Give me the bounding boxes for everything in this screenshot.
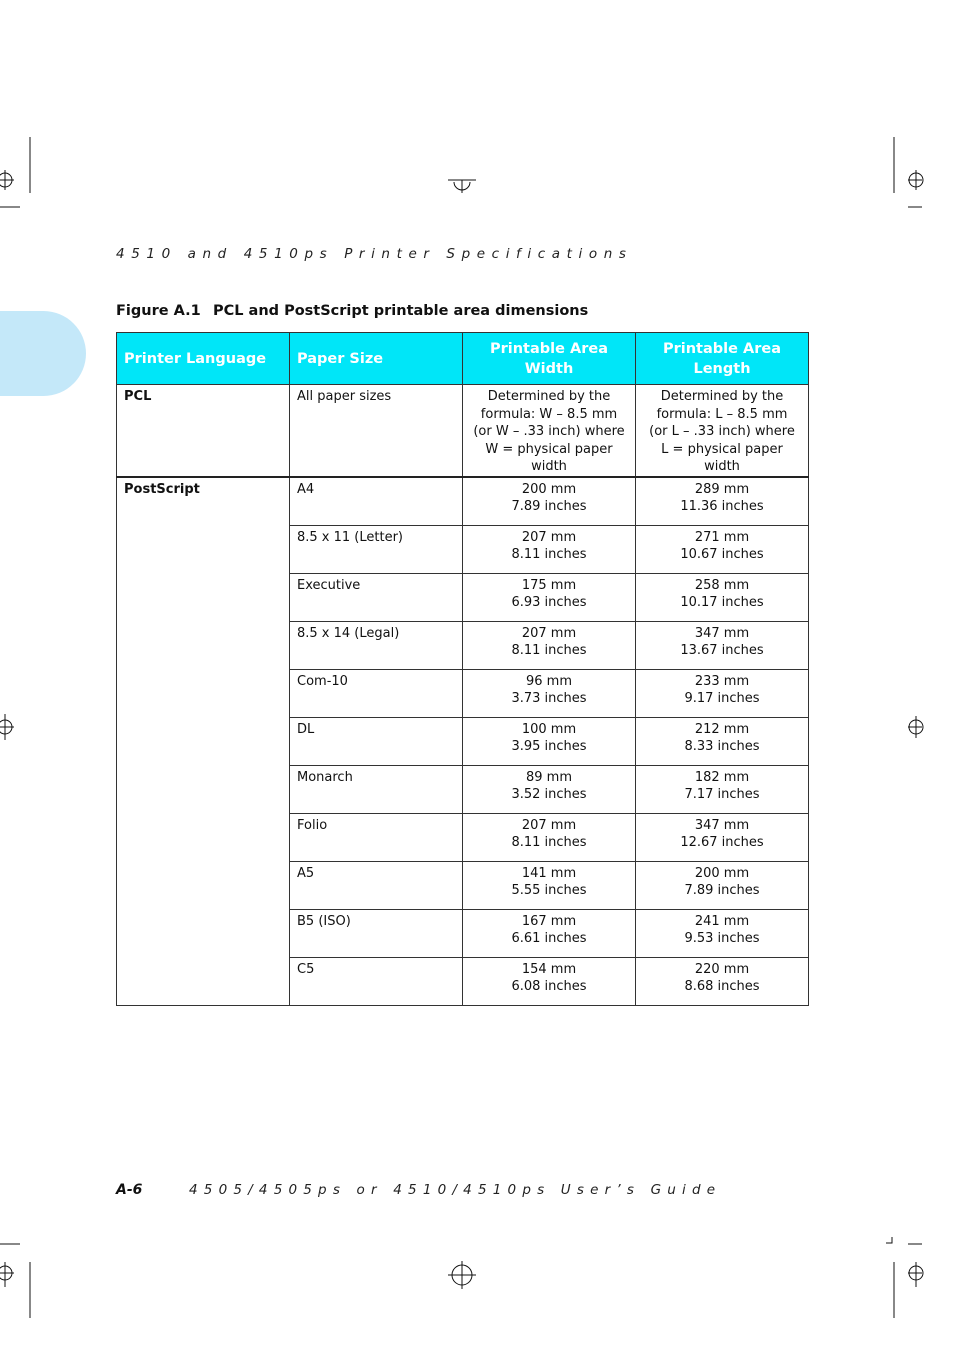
width-cell (463, 477, 636, 526)
width-line: (or W – .33 inch) where (473, 424, 625, 439)
width-inches: 8.11 inches (511, 835, 587, 850)
width-cell (463, 765, 636, 813)
width-cell (463, 621, 636, 669)
width-line: W = physical paper width (485, 441, 613, 474)
width-inches: 5.55 inches (511, 883, 587, 898)
width-mm: 96 mm (525, 673, 572, 689)
figure-number: Figure A.1 (116, 303, 201, 319)
length-line: (or L – .33 inch) where (649, 424, 795, 439)
width-mm: 207 mm (521, 529, 577, 545)
width-mm: 100 mm (521, 721, 577, 737)
width-line: Determined by the (487, 389, 611, 404)
length-mm: 241 mm (694, 913, 750, 929)
width-mm: 207 mm (521, 625, 577, 641)
width-mm: 200 mm (521, 481, 577, 497)
width-inches: 3.73 inches (511, 691, 587, 706)
paper-size-cell: B5 (ISO) (290, 909, 463, 957)
table-row (117, 477, 809, 526)
paper-size-cell: 8.5 x 11 (Letter) (290, 525, 463, 573)
length-mm: 258 mm (694, 577, 750, 593)
length-inches: 11.36 inches (680, 499, 764, 514)
width-cell (463, 717, 636, 765)
paper-cell-pcl: All paper sizes (290, 385, 463, 477)
length-mm: 182 mm (694, 769, 750, 785)
paper-size-cell: Monarch (290, 765, 463, 813)
paper-size-cell: DL (290, 717, 463, 765)
width-cell (463, 813, 636, 861)
length-cell (636, 669, 809, 717)
width-cell (463, 957, 636, 1005)
width-inches: 3.52 inches (511, 787, 587, 802)
width-mm: 207 mm (521, 817, 577, 833)
length-cell (636, 813, 809, 861)
length-inches: 7.89 inches (684, 883, 760, 898)
width-cell (463, 573, 636, 621)
length-cell (636, 573, 809, 621)
length-inches: 9.53 inches (684, 931, 760, 946)
length-mm: 289 mm (694, 481, 750, 497)
width-inches: 8.11 inches (511, 643, 587, 658)
length-line: L = physical paper width (661, 441, 783, 474)
length-inches: 13.67 inches (680, 643, 764, 658)
width-mm: 154 mm (521, 961, 577, 977)
page-number: A-6 (116, 1182, 143, 1198)
length-mm: 347 mm (694, 625, 750, 641)
length-cell (636, 621, 809, 669)
length-inches: 9.17 inches (684, 691, 760, 706)
figure-caption (116, 303, 588, 319)
language-cell-postscript: PostScript (117, 477, 290, 1006)
paper-size-cell: Executive (290, 573, 463, 621)
figure-title: PCL and PostScript printable area dimensions (213, 303, 589, 319)
width-cell-pcl (463, 385, 636, 477)
width-line: formula: W – 8.5 mm (480, 406, 618, 422)
length-mm: 200 mm (694, 865, 750, 881)
width-cell (463, 525, 636, 573)
header-width: Printable Area Width (463, 333, 636, 385)
paper-size-cell: Folio (290, 813, 463, 861)
header-paper-size: Paper Size (290, 333, 463, 385)
language-cell-pcl: PCL (117, 385, 290, 477)
footer-guide-title: 4505/4505ps or 4510/4510ps User’s Guide (189, 1182, 722, 1198)
paper-size-cell: A4 (290, 477, 463, 526)
length-inches: 7.17 inches (684, 787, 760, 802)
printable-area-table (116, 332, 809, 1006)
length-inches: 12.67 inches (680, 835, 764, 850)
paper-size-cell: Com-10 (290, 669, 463, 717)
length-inches: 10.67 inches (680, 547, 764, 562)
running-header: 4510 and 4510ps Printer Specifications (116, 246, 633, 262)
length-cell (636, 909, 809, 957)
length-mm: 212 mm (694, 721, 750, 737)
length-mm: 347 mm (694, 817, 750, 833)
length-cell (636, 861, 809, 909)
paper-size-cell: A5 (290, 861, 463, 909)
length-cell (636, 477, 809, 526)
width-cell (463, 669, 636, 717)
length-mm: 220 mm (694, 961, 750, 977)
width-cell (463, 909, 636, 957)
length-line: Determined by the (660, 389, 784, 404)
width-inches: 6.93 inches (511, 595, 587, 610)
chapter-tab (0, 311, 86, 396)
length-cell-pcl (636, 385, 809, 477)
length-inches: 8.33 inches (684, 739, 760, 754)
width-inches: 6.61 inches (511, 931, 587, 946)
table-header-row (117, 333, 809, 385)
width-mm: 141 mm (521, 865, 577, 881)
length-cell (636, 957, 809, 1005)
length-cell (636, 765, 809, 813)
header-length: Printable Area Length (636, 333, 809, 385)
width-mm: 167 mm (521, 913, 577, 929)
paper-size-cell: 8.5 x 14 (Legal) (290, 621, 463, 669)
length-mm: 271 mm (694, 529, 750, 545)
width-inches: 6.08 inches (511, 979, 587, 994)
length-inches: 10.17 inches (680, 595, 764, 610)
paper-size-cell: C5 (290, 957, 463, 1005)
width-inches: 3.95 inches (511, 739, 587, 754)
width-mm: 89 mm (525, 769, 572, 785)
length-cell (636, 717, 809, 765)
table-row-pcl (117, 385, 809, 477)
width-inches: 7.89 inches (511, 499, 587, 514)
width-cell (463, 861, 636, 909)
length-cell (636, 525, 809, 573)
width-mm: 175 mm (521, 577, 577, 593)
length-inches: 8.68 inches (684, 979, 760, 994)
width-inches: 8.11 inches (511, 547, 587, 562)
length-mm: 233 mm (694, 673, 750, 689)
length-line: formula: L – 8.5 mm (656, 406, 788, 422)
header-printer-language: Printer Language (117, 333, 290, 385)
